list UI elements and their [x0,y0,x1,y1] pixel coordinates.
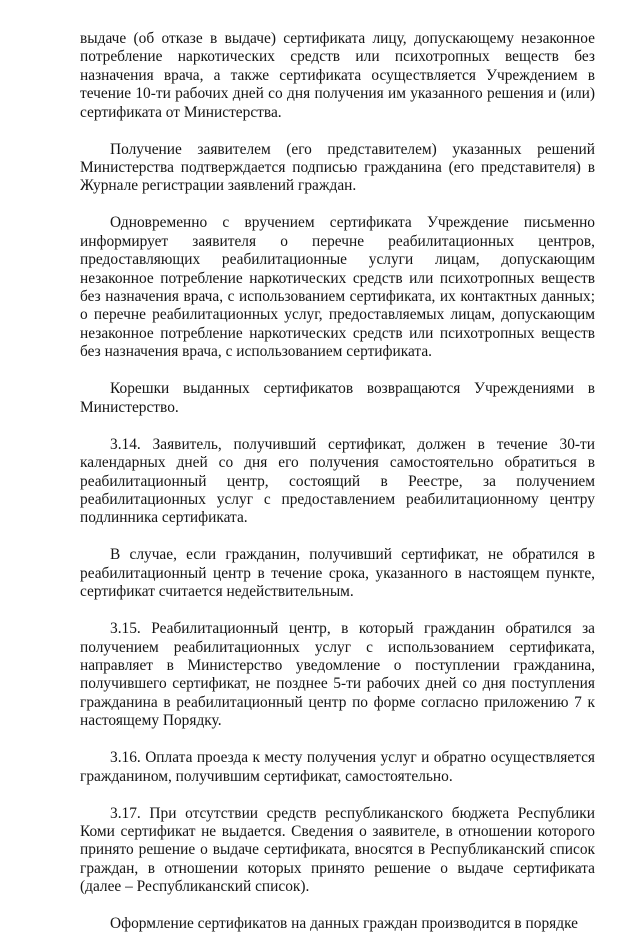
paragraph-3-17: 3.17. При отсутствии средств республиканского бюджета Республики Коми сертификат не выдается. Сведения о заявителе, в отношении которого принято решение о выдаче сертификата, вносятся в Республиканский список граждан, в отношении которых принято решение о выдаче сертификата (далее – Республиканский список). [80,804,595,896]
paragraph-continuation: выдаче (об отказе в выдаче) сертификата лицу, допускающему незаконное потребление наркотических средств или психотропных веществ без назначения врача, а также сертификата осуществляется Учреждением в течение 10-ти рабочих дней со дня получения им указанного решения и (или) сертификата от Министерства. [80,30,595,121]
paragraph-3-15: 3.15. Реабилитационный центр, в который гражданин обратился за получением реабилитационных услуг с использованием сертификата, направляет в Министерство уведомление о поступлении гражданина, получившего сертификат, не позднее 5-ти рабочих дней со дня поступления гражданина в реабилитационный центр по форме согласно приложению 7 к настоящему Порядку. [80,620,595,730]
paragraph-rehab-centers-info: Одновременно с вручением сертификата Учреждение письменно информирует заявителя о перечне реабилитационных центров, предоставляющих реабилитационные услуги лицам, допускающим незаконное потребление наркотических средств или психотропных веществ без назначения врача, с использованием сертификата, их контактных данных; о перечне реабилитационных услуг, предоставляемых лицам, допускающим незаконное потребление наркотических средств или психотропных веществ без назначения врача, с использованием сертификата. [80,214,595,361]
paragraph-certificate-invalid: В случае, если гражданин, получивший сертификат, не обратился в реабилитационный центр в течение срока, указанного в настоящем пункте, сертификат считается недействительным. [80,546,595,601]
paragraph-receipt-confirmation: Получение заявителем (его представителем) указанных решений Министерства подтверждается подписью гражданина (его представителя) в Журнале регистрации заявлений граждан. [80,140,595,195]
paragraph-stubs-return: Корешки выданных сертификатов возвращаются Учреждениями в Министерство. [80,380,595,416]
document-body [80,30,595,934]
paragraph-3-16: 3.16. Оплата проезда к месту получения услуг и обратно осуществляется гражданином, получившим сертификат, самостоятельно. [80,749,595,785]
paragraph-3-14: 3.14. Заявитель, получивший сертификат, должен в течение 30-ти календарных дней со дня его получения самостоятельно обратиться в реабилитационный центр, состоящий в Реестре, за получением реабилитационных услуг с предоставлением реабилитационному центру подлинника сертификата. [80,435,595,527]
paragraph-certificate-issuance: Оформление сертификатов на данных граждан производится в порядке [110,915,578,933]
